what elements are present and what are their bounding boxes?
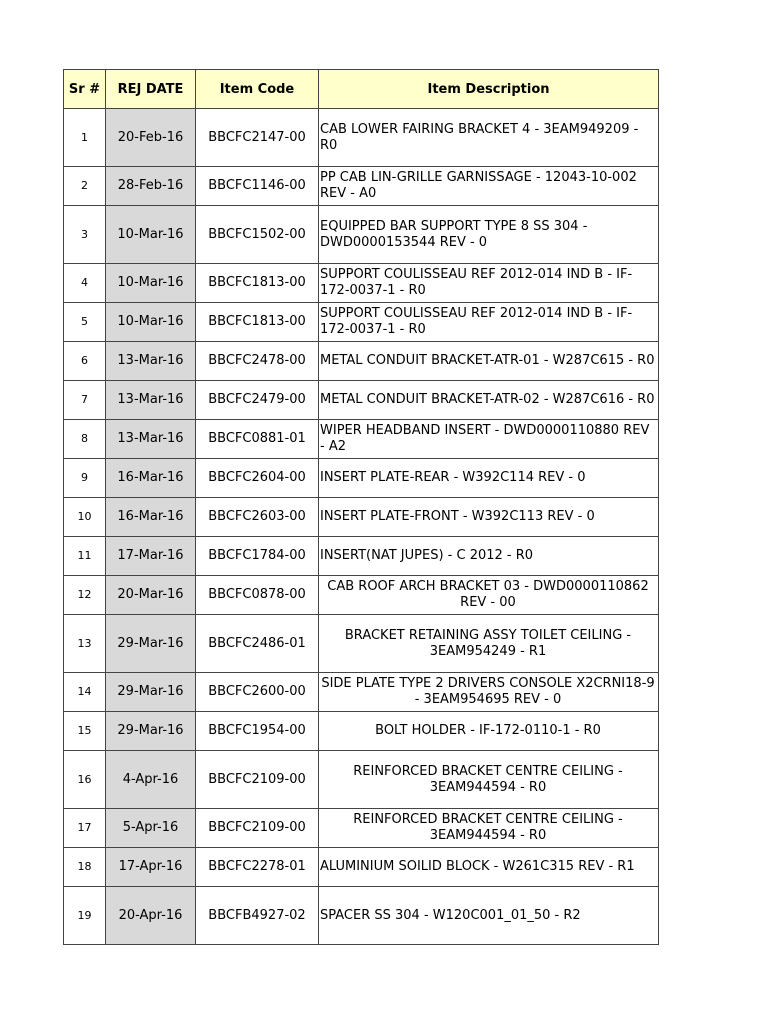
cell-rej-date: 5-Apr-16 bbox=[106, 809, 196, 848]
cell-rej-date: 16-Mar-16 bbox=[106, 498, 196, 537]
cell-item-description: ALUMINIUM SOILID BLOCK - W261C315 REV - R1 bbox=[319, 848, 659, 887]
cell-sr: 9 bbox=[64, 459, 106, 498]
cell-item-description: REINFORCED BRACKET CENTRE CEILING - 3EAM944594 - R0 bbox=[319, 751, 659, 809]
cell-item-code: BBCFC2479-00 bbox=[196, 381, 319, 420]
cell-sr: 12 bbox=[64, 576, 106, 615]
cell-item-description: PP CAB LIN-GRILLE GARNISSAGE - 12043-10-002 REV - A0 bbox=[319, 167, 659, 206]
cell-sr: 18 bbox=[64, 848, 106, 887]
cell-item-description: INSERT PLATE-FRONT - W392C113 REV - 0 bbox=[319, 498, 659, 537]
cell-item-code: BBCFC2109-00 bbox=[196, 751, 319, 809]
table-row bbox=[64, 206, 659, 264]
cell-rej-date: 29-Mar-16 bbox=[106, 615, 196, 673]
table-row bbox=[64, 342, 659, 381]
table-row bbox=[64, 887, 659, 945]
table-row bbox=[64, 751, 659, 809]
table-row bbox=[64, 848, 659, 887]
cell-item-description: METAL CONDUIT BRACKET-ATR-02 - W287C616 - R0 bbox=[319, 381, 659, 420]
cell-sr: 10 bbox=[64, 498, 106, 537]
cell-sr: 13 bbox=[64, 615, 106, 673]
cell-item-description: INSERT PLATE-REAR - W392C114 REV - 0 bbox=[319, 459, 659, 498]
cell-rej-date: 4-Apr-16 bbox=[106, 751, 196, 809]
cell-sr: 17 bbox=[64, 809, 106, 848]
header-item-description: Item Description bbox=[319, 70, 659, 109]
cell-item-description: METAL CONDUIT BRACKET-ATR-01 - W287C615 - R0 bbox=[319, 342, 659, 381]
cell-rej-date: 29-Mar-16 bbox=[106, 673, 196, 712]
cell-item-code: BBCFC1146-00 bbox=[196, 167, 319, 206]
cell-sr: 7 bbox=[64, 381, 106, 420]
cell-rej-date: 13-Mar-16 bbox=[106, 420, 196, 459]
cell-sr: 4 bbox=[64, 264, 106, 303]
cell-item-code: BBCFC2478-00 bbox=[196, 342, 319, 381]
cell-rej-date: 28-Feb-16 bbox=[106, 167, 196, 206]
table-row bbox=[64, 576, 659, 615]
table-row bbox=[64, 498, 659, 537]
cell-sr: 3 bbox=[64, 206, 106, 264]
cell-rej-date: 29-Mar-16 bbox=[106, 712, 196, 751]
table-row bbox=[64, 809, 659, 848]
cell-item-code: BBCFC2147-00 bbox=[196, 109, 319, 167]
cell-item-description: BOLT HOLDER - IF-172-0110-1 - R0 bbox=[319, 712, 659, 751]
table-row bbox=[64, 303, 659, 342]
cell-item-description: EQUIPPED BAR SUPPORT TYPE 8 SS 304 - DWD0000153544 REV - 0 bbox=[319, 206, 659, 264]
cell-sr: 1 bbox=[64, 109, 106, 167]
cell-sr: 8 bbox=[64, 420, 106, 459]
header-row bbox=[64, 70, 659, 109]
cell-item-code: BBCFC0881-01 bbox=[196, 420, 319, 459]
cell-item-description: SUPPORT COULISSEAU REF 2012-014 IND B - IF-172-0037-1 - R0 bbox=[319, 303, 659, 342]
cell-item-description: BRACKET RETAINING ASSY TOILET CEILING - 3EAM954249 - R1 bbox=[319, 615, 659, 673]
cell-rej-date: 13-Mar-16 bbox=[106, 342, 196, 381]
cell-rej-date: 13-Mar-16 bbox=[106, 381, 196, 420]
cell-item-description: REINFORCED BRACKET CENTRE CEILING - 3EAM944594 - R0 bbox=[319, 809, 659, 848]
cell-item-code: BBCFB4927-02 bbox=[196, 887, 319, 945]
table-row bbox=[64, 537, 659, 576]
cell-item-code: BBCFC2603-00 bbox=[196, 498, 319, 537]
table-row bbox=[64, 420, 659, 459]
cell-sr: 16 bbox=[64, 751, 106, 809]
cell-item-description: INSERT(NAT JUPES) - C 2012 - R0 bbox=[319, 537, 659, 576]
cell-rej-date: 20-Feb-16 bbox=[106, 109, 196, 167]
cell-sr: 14 bbox=[64, 673, 106, 712]
cell-rej-date: 17-Mar-16 bbox=[106, 537, 196, 576]
cell-rej-date: 20-Mar-16 bbox=[106, 576, 196, 615]
cell-item-code: BBCFC2604-00 bbox=[196, 459, 319, 498]
table-row bbox=[64, 109, 659, 167]
cell-item-code: BBCFC2278-01 bbox=[196, 848, 319, 887]
cell-item-description: SUPPORT COULISSEAU REF 2012-014 IND B - IF-172-0037-1 - R0 bbox=[319, 264, 659, 303]
cell-rej-date: 10-Mar-16 bbox=[106, 206, 196, 264]
table-header bbox=[64, 70, 659, 109]
cell-sr: 15 bbox=[64, 712, 106, 751]
table-row bbox=[64, 615, 659, 673]
cell-rej-date: 20-Apr-16 bbox=[106, 887, 196, 945]
cell-item-code: BBCFC1813-00 bbox=[196, 264, 319, 303]
header-item-code: Item Code bbox=[196, 70, 319, 109]
cell-item-code: BBCFC2109-00 bbox=[196, 809, 319, 848]
cell-rej-date: 17-Apr-16 bbox=[106, 848, 196, 887]
table-row bbox=[64, 712, 659, 751]
cell-sr: 5 bbox=[64, 303, 106, 342]
cell-rej-date: 10-Mar-16 bbox=[106, 264, 196, 303]
cell-sr: 2 bbox=[64, 167, 106, 206]
cell-item-description: CAB LOWER FAIRING BRACKET 4 - 3EAM949209 - R0 bbox=[319, 109, 659, 167]
cell-sr: 19 bbox=[64, 887, 106, 945]
cell-item-code: BBCFC1954-00 bbox=[196, 712, 319, 751]
header-sr: Sr # bbox=[64, 70, 106, 109]
table-row bbox=[64, 381, 659, 420]
cell-item-description: CAB ROOF ARCH BRACKET 03 - DWD0000110862 REV - 00 bbox=[319, 576, 659, 615]
table-row bbox=[64, 167, 659, 206]
cell-sr: 11 bbox=[64, 537, 106, 576]
cell-item-code: BBCFC1813-00 bbox=[196, 303, 319, 342]
cell-item-description: SPACER SS 304 - W120C001_01_50 - R2 bbox=[319, 887, 659, 945]
table-row bbox=[64, 459, 659, 498]
cell-item-code: BBCFC1784-00 bbox=[196, 537, 319, 576]
cell-rej-date: 10-Mar-16 bbox=[106, 303, 196, 342]
table-body bbox=[64, 109, 659, 945]
table-row bbox=[64, 264, 659, 303]
header-rej-date: REJ DATE bbox=[106, 70, 196, 109]
cell-sr: 6 bbox=[64, 342, 106, 381]
cell-rej-date: 16-Mar-16 bbox=[106, 459, 196, 498]
cell-item-code: BBCFC0878-00 bbox=[196, 576, 319, 615]
cell-item-code: BBCFC2486-01 bbox=[196, 615, 319, 673]
cell-item-description: SIDE PLATE TYPE 2 DRIVERS CONSOLE X2CRNI18-9 - 3EAM954695 REV - 0 bbox=[319, 673, 659, 712]
cell-item-code: BBCFC2600-00 bbox=[196, 673, 319, 712]
cell-item-description: WIPER HEADBAND INSERT - DWD0000110880 REV - A2 bbox=[319, 420, 659, 459]
cell-item-code: BBCFC1502-00 bbox=[196, 206, 319, 264]
rejection-table bbox=[63, 69, 659, 945]
table-row bbox=[64, 673, 659, 712]
